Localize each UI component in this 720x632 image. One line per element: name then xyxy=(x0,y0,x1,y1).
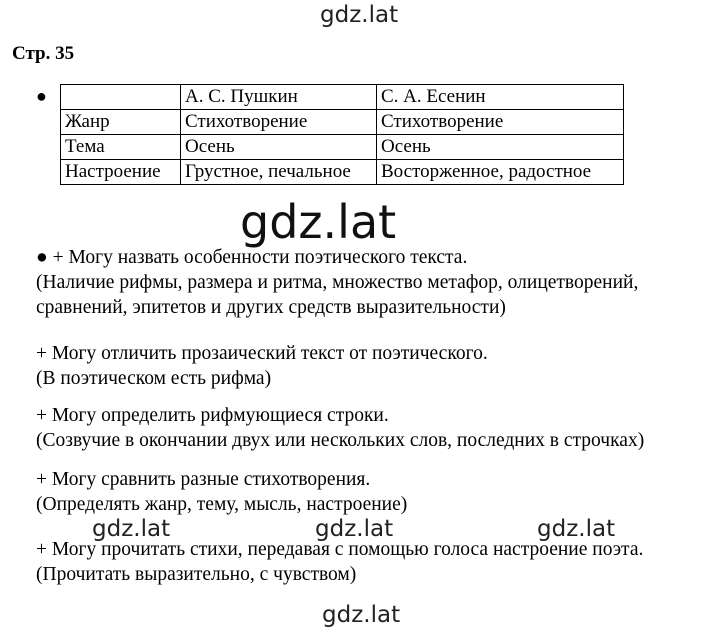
table-row xyxy=(61,110,624,135)
list-item xyxy=(36,245,638,320)
item-line: (Наличие рифмы, размера и ритма, множество метафор, олицетворений, xyxy=(36,272,639,293)
page-heading: Стр. 35 xyxy=(12,43,75,64)
watermark-lower-right: gdz.lat xyxy=(537,516,616,542)
table-header-cell xyxy=(61,85,181,110)
list-item xyxy=(36,403,644,453)
table-cell: Грустное, печальное xyxy=(181,160,377,185)
item-line: + Могу прочитать стихи, передавая с помощью голоса настроение поэта. xyxy=(36,539,644,560)
item-line: + Могу отличить прозаический текст от поэтического. xyxy=(36,343,488,364)
table-cell: Настроение xyxy=(61,160,181,185)
watermark-middle: gdz.lat xyxy=(240,195,397,249)
table-cell: Жанр xyxy=(61,110,181,135)
item-line: сравнений, эпитетов и других средств выразительности) xyxy=(36,297,506,318)
table-cell: Стихотворение xyxy=(377,110,624,135)
comparison-table xyxy=(60,84,624,185)
list-item xyxy=(36,341,488,391)
item-line: (Созвучие в окончании двух или нескольких слов, последних в строчках) xyxy=(36,430,645,451)
item-line: (Прочитать выразительно, с чувством) xyxy=(36,564,357,585)
item-line: + Могу определить рифмующиеся строки. xyxy=(36,405,389,426)
item-line: ● + Могу назвать особенности поэтического текста. xyxy=(36,247,468,268)
table-cell: Осень xyxy=(377,135,624,160)
table-header-cell: А. С. Пушкин xyxy=(181,85,377,110)
table-cell: Осень xyxy=(181,135,377,160)
watermark-bottom: gdz.lat xyxy=(322,602,401,628)
item-line: (В поэтическом есть рифма) xyxy=(36,368,272,389)
table-row xyxy=(61,135,624,160)
watermark-lower-center: gdz.lat xyxy=(315,516,394,542)
watermark-top: gdz.lat xyxy=(320,2,399,28)
watermark-lower-left: gdz.lat xyxy=(92,516,171,542)
table-cell: Тема xyxy=(61,135,181,160)
list-item xyxy=(36,467,407,517)
list-item xyxy=(36,537,643,587)
table-cell: Стихотворение xyxy=(181,110,377,135)
item-line: (Определять жанр, тему, мысль, настроение) xyxy=(36,494,408,515)
table-row xyxy=(61,160,624,185)
table-header-cell: С. А. Есенин xyxy=(377,85,624,110)
table-cell: Восторженное, радостное xyxy=(377,160,624,185)
item-line: + Могу сравнить разные стихотворения. xyxy=(36,469,371,490)
table-bullet: ● xyxy=(36,86,47,106)
table-header-row xyxy=(61,85,624,110)
